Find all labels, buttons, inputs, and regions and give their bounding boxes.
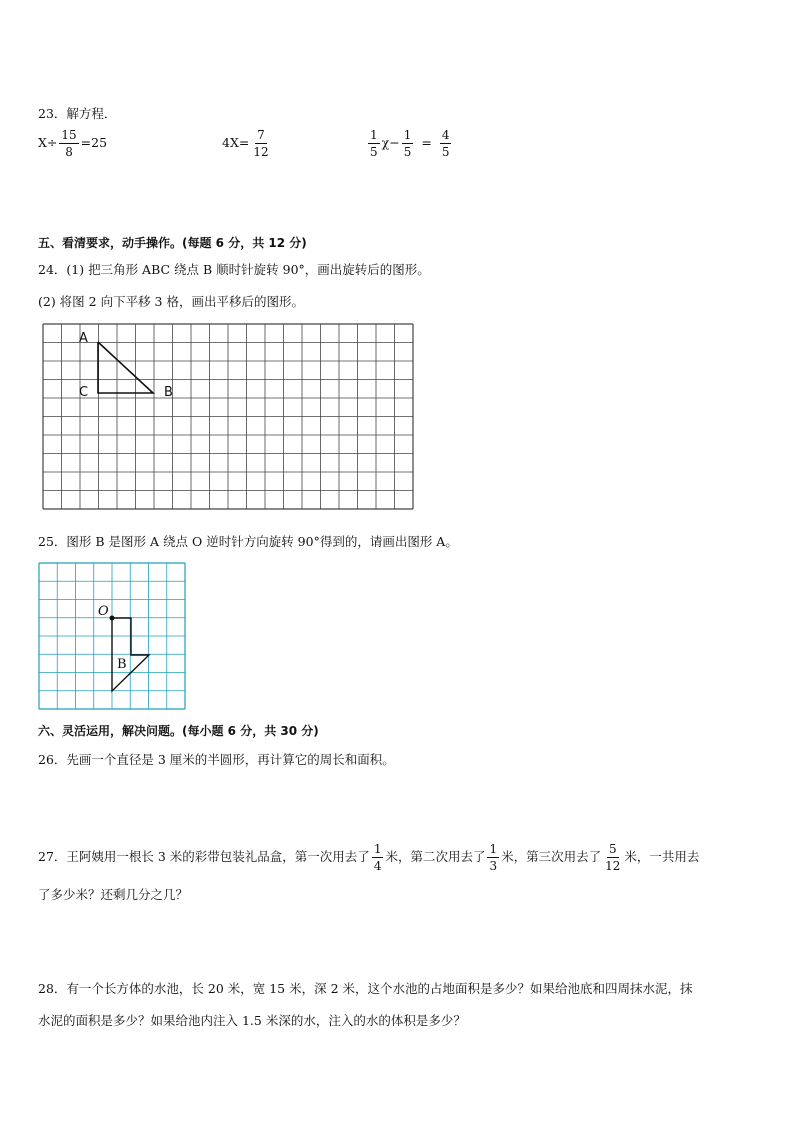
q27-f1-num: 1 xyxy=(373,842,382,856)
q24-triangle-abc xyxy=(43,324,415,511)
eq3-fraction-2 xyxy=(402,129,414,158)
q28-line-1: 28．有一个长方体的水池，长 20 米，宽 15 米，深 2 米，这个水池的占地面积是多少？如果给池底和四周抹水泥，抹 xyxy=(38,981,693,996)
q27-text-2: 米，第二次用去了 xyxy=(385,849,486,864)
q27-fraction-3 xyxy=(603,843,622,872)
q27-fraction-2 xyxy=(487,843,499,872)
eq3-f2-num: 1 xyxy=(403,128,412,142)
q23-title: 23．解方程． xyxy=(38,106,117,121)
q28-line-2: 水泥的面积是多少？如果给池内注入 1.5 米深的水，注入的水的体积是多少？ xyxy=(38,1013,466,1028)
q25-label-o: O xyxy=(98,604,109,619)
eq1-num: 15 xyxy=(61,128,77,142)
section-5-title: 五、看清要求，动手操作。(每题 6 分，共 12 分) xyxy=(38,236,307,250)
eq3-var: χ− xyxy=(381,135,400,150)
eq3-f1-den: 5 xyxy=(370,145,378,159)
eq1-right: =25 xyxy=(80,135,108,150)
q26-text: 26．先画一个直径是 3 厘米的半圆形，再计算它的周长和面积。 xyxy=(38,752,395,767)
q25-text: 25．图形 B 是图形 A 绕点 O 逆时针方向旋转 90°得到的，请画出图形 A。 xyxy=(38,534,458,549)
q27-line-2: 了多少米？还剩几分之几？ xyxy=(38,887,189,902)
q27-line-1 xyxy=(38,843,699,872)
eq3-f3-num: 4 xyxy=(441,128,450,142)
eq2-num: 7 xyxy=(257,128,265,142)
eq3-f3-den: 5 xyxy=(441,145,450,159)
q24-label-a: A xyxy=(79,331,88,346)
q27-fraction-1 xyxy=(372,843,384,872)
eq1-left: X÷ xyxy=(38,135,58,150)
q27-text-3: 米，第三次用去了 xyxy=(501,849,602,864)
q25-label-b: B xyxy=(117,657,127,672)
q24-part-2: (2) 将图 2 向下平移 3 格，画出平移后的图形。 xyxy=(38,294,304,309)
section-6-title: 六、灵活运用，解决问题。(每小题 6 分，共 30 分) xyxy=(38,724,319,738)
eq3-equals: = xyxy=(421,135,432,150)
q27-text-1: 27．王阿姨用一根长 3 米的彩带包装礼品盒，第一次用去了 xyxy=(38,849,370,864)
q23-equation-1 xyxy=(38,129,107,158)
q27-text-4: 米，一共用去 xyxy=(624,849,700,864)
eq2-fraction xyxy=(251,129,270,158)
eq1-fraction xyxy=(59,129,78,158)
q27-f1-den: 4 xyxy=(373,859,382,873)
q25-shape-b xyxy=(39,563,186,710)
eq3-fraction-3 xyxy=(440,129,452,158)
eq3-fraction-1 xyxy=(368,129,380,158)
eq2-left: 4X= xyxy=(222,135,250,150)
eq3-f2-den: 5 xyxy=(403,145,412,159)
eq1-den: 8 xyxy=(65,145,73,159)
q27-f3-num: 5 xyxy=(608,842,617,856)
eq2-den: 12 xyxy=(253,145,269,159)
q23-equation-3 xyxy=(366,129,453,158)
q27-f2-num: 1 xyxy=(489,842,498,856)
q24-part-1: 24．(1) 把三角形 ABC 绕点 B 顺时针旋转 90°，画出旋转后的图形。 xyxy=(38,262,430,277)
q27-f3-den: 12 xyxy=(605,859,621,873)
q27-f2-den: 3 xyxy=(489,859,498,873)
eq3-f1-num: 1 xyxy=(370,128,378,142)
q23-equation-2 xyxy=(222,129,273,158)
q24-label-b: B xyxy=(164,385,173,400)
q24-label-c: C xyxy=(79,385,89,400)
